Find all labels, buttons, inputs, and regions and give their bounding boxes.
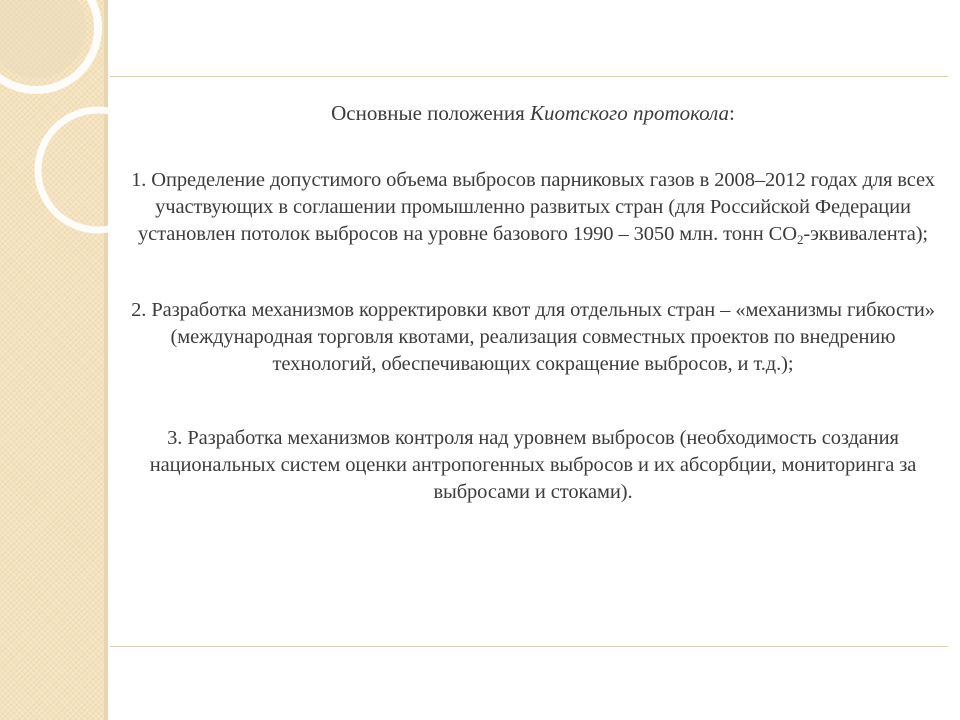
heading-italic: Киотского протокола	[530, 101, 730, 125]
item-1-text-end: -эквивалента);	[803, 223, 929, 246]
slide-content	[118, 100, 948, 553]
item-1-text: 1. Определение допустимого объема выбросов парниковых газов в 2008–2012 годах для всех участвующих в соглашении промышленно развитых стран (для Российской Федерации установлен потолок выбросов на уровне базового 1990 – 3050 млн. тонн СО	[131, 169, 935, 246]
decorative-rings	[0, 0, 120, 260]
heading-suffix: :	[729, 101, 735, 125]
decorative-ring-large-inner	[0, 0, 86, 78]
top-divider	[110, 76, 948, 77]
heading-prefix: Основные положения	[331, 101, 531, 125]
list-item-2: 2. Разработка механизмов корректировки квот для отдельных стран – «механизмы гибкости» (международная торговля квотами, реализация совместных проектов по внедрению технологий, обеспечивающих сокращение выбросов, и т.д.);	[131, 299, 935, 376]
item-1-subscript: 2	[796, 232, 804, 248]
bottom-divider	[110, 646, 948, 647]
list-item-1	[118, 167, 948, 248]
slide-heading	[118, 100, 948, 127]
list-item-3: 3. Разработка механизмов контроля над уровнем выбросов (необходимость создания национальных систем оценки антропогенных выбросов и их абсорбции, мониторинга за выбросами и стоками).	[149, 427, 917, 504]
